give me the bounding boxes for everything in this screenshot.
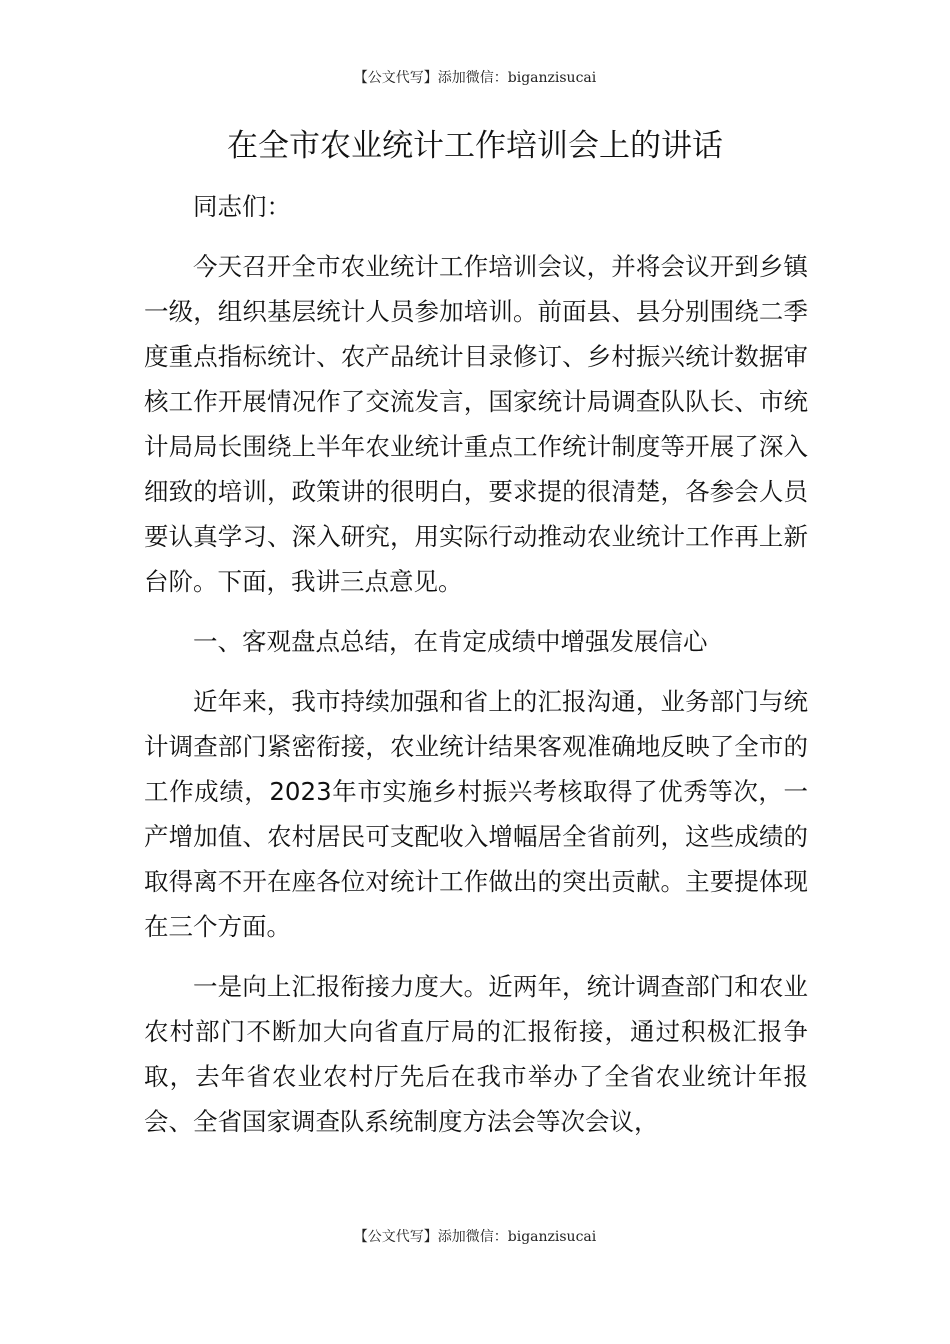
page-header-watermark: 【公文代写】添加微信：biganzisucai xyxy=(353,70,597,86)
paragraph-intro: 今天召开全市农业统计工作培训会议，并将会议开到乡镇一级，组织基层统计人员参加培训。前面县、县分别围绕二季度重点指标统计、农产品统计目录修订、乡村振兴统计数据审核工作开展情况作了交流发言，国家统计局调查队队长、市统计局局长围绕上半年农业统计重点工作统计制度等开展了深入细致的培训，政策讲的很明白，要求提的很清楚，各参会人员要认真学习、深入研究，用实际行动推动农业统计工作再上新台阶。下面，我讲三点意见。 xyxy=(144,252,808,596)
page-footer-watermark: 【公文代写】添加微信：biganzisucai xyxy=(353,1229,597,1245)
paragraph-point-1: 一是向上汇报衔接力度大。近两年，统计调查部门和农业农村部门不断加大向省直厅局的汇报衔接，通过积极汇报争取，去年省农业农村厅先后在我市举办了全省农业统计年报会、全省国家调查队系统制度方法会等次会议， xyxy=(144,972,808,1136)
section-heading-1: 一、客观盘点总结，在肯定成绩中增强发展信心 xyxy=(193,627,708,656)
paragraph-achievements: 近年来，我市持续加强和省上的汇报沟通，业务部门与统计调查部门紧密衔接，农业统计结果客观准确地反映了全市的工作成绩，2023年市实施乡村振兴考核取得了优秀等次，一产增加值、农村居民可支配收入增幅居全省前列，这些成绩的取得离不开在座各位对统计工作做出的突出贡献。主要提体现在三个方面。 xyxy=(144,687,808,941)
salutation: 同志们： xyxy=(193,192,291,221)
document-title: 在全市农业统计工作培训会上的讲话 xyxy=(227,128,723,164)
document-body xyxy=(144,184,808,1144)
